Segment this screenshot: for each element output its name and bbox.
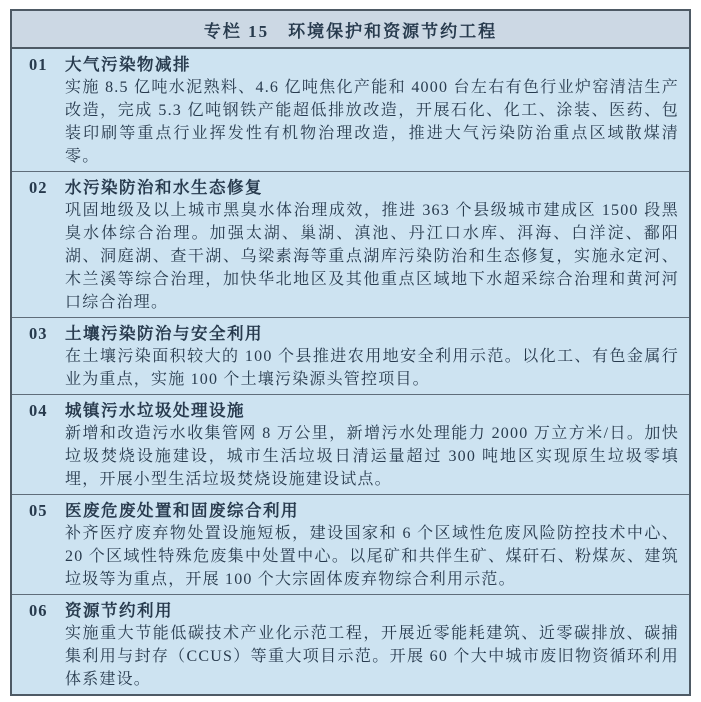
section-row <box>12 594 689 694</box>
section-heading: 城镇污水垃圾处理设施 <box>65 401 245 420</box>
section-body: 实施 8.5 亿吨水泥熟料、4.6 亿吨焦化产能和 4000 台左右有色行业炉窑清洁生产改造，完成 5.3 亿吨钢铁产能超低排放改造，开展石化、化工、涂装、医药、包装印刷等重点行业挥发性有机物治理改造，推进大气污染防治重点区域散煤清零。 <box>65 79 679 165</box>
box-panel <box>10 9 691 696</box>
section-number: 01 <box>29 55 48 74</box>
section-content <box>65 499 689 591</box>
section-body: 新增和改造污水收集管网 8 万公里，新增污水处理能力 2000 万立方米/日。加快垃圾焚烧设施建设，城市生活垃圾日清运量超过 300 吨地区实现原生垃圾零填埋，开展小型生活垃圾焚烧设施建设试点。 <box>65 425 679 488</box>
section-number: 03 <box>29 324 48 343</box>
section-content <box>65 176 689 314</box>
section-row <box>12 394 689 494</box>
section-heading: 水污染防治和水生态修复 <box>65 178 263 197</box>
section-row <box>12 317 689 394</box>
section-content <box>65 599 689 691</box>
section-number: 05 <box>29 501 48 520</box>
section-content <box>65 53 689 168</box>
section-row <box>12 171 689 317</box>
section-content <box>65 399 689 491</box>
section-body: 补齐医疗废弃物处置设施短板，建设国家和 6 个区域性危废风险防控技术中心、20 个区域性特殊危废集中处置中心。以尾矿和共伴生矿、煤矸石、粉煤灰、建筑垃圾等为重点，开展 100 个大宗固体废弃物综合利用示范。 <box>65 525 679 588</box>
section-heading: 资源节约利用 <box>65 601 173 620</box>
box-title: 专栏 15 环境保护和资源节约工程 <box>12 11 689 49</box>
section-list <box>12 49 689 694</box>
section-body: 实施重大节能低碳技术产业化示范工程，开展近零能耗建筑、近零碳排放、碳捕集利用与封存（CCUS）等重大项目示范。开展 60 个大中城市废旧物资循环利用体系建设。 <box>65 625 679 688</box>
section-number: 06 <box>29 601 48 620</box>
section-heading: 医废危废处置和固废综合利用 <box>65 501 299 520</box>
section-heading: 大气污染物减排 <box>65 55 191 74</box>
section-row <box>12 494 689 594</box>
section-row <box>12 49 689 171</box>
section-heading: 土壤污染防治与安全利用 <box>65 324 263 343</box>
section-content <box>65 322 689 391</box>
section-body: 在土壤污染面积较大的 100 个县推进农用地安全利用示范。以化工、有色金属行业为重点，实施 100 个土壤污染源头管控项目。 <box>65 348 679 388</box>
section-number: 02 <box>29 178 48 197</box>
section-body: 巩固地级及以上城市黑臭水体治理成效，推进 363 个县级城市建成区 1500 段黑臭水体综合治理。加强太湖、巢湖、滇池、丹江口水库、洱海、白洋淀、鄱阳湖、洞庭湖、查干湖、乌梁素海等重点湖库污染防治和生态修复，实施永定河、木兰溪等综合治理，加快华北地区及其他重点区域地下水超采综合治理和黄河河口综合治理。 <box>65 202 679 311</box>
section-number: 04 <box>29 401 48 420</box>
